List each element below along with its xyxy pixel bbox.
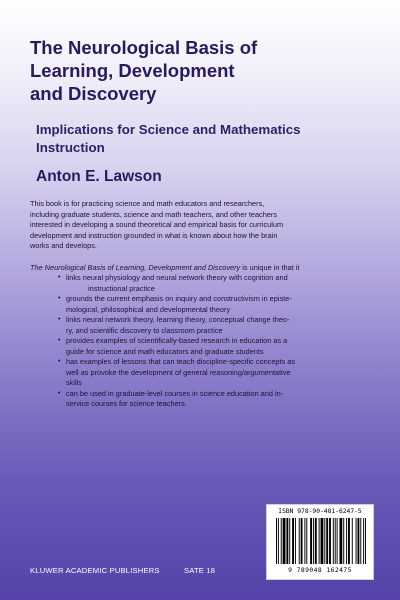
feature-line: mological, philosophical and developmental theory [66, 304, 231, 314]
feature-line: has examples of lessons that can teach discipline-specific concepts as [66, 357, 296, 366]
features-intro [30, 263, 376, 274]
barcode-bar [337, 518, 338, 564]
barcode-bar [286, 518, 288, 564]
barcode-bar [326, 518, 328, 564]
bullet-icon: • [58, 337, 61, 344]
description-paragraph [30, 199, 376, 252]
barcode-bar [365, 518, 366, 564]
description-line: works and develops. [30, 241, 97, 250]
feature-line: service courses for science teachers. [66, 399, 187, 408]
feature-line: ry, and scientific discovery to classroom practice [66, 325, 223, 335]
bullet-icon: • [58, 316, 61, 323]
feature-line: grounds the current emphasis on inquiry and constructivism in episte- [66, 294, 292, 303]
publisher-name: KLUWER ACADEMIC PUBLISHERS [30, 566, 160, 575]
title-line: Learning, Development [30, 60, 235, 81]
feature-line: guide for science and math educators and graduate students [66, 346, 264, 356]
barcode-bar [363, 518, 364, 564]
subtitle-line: Instruction [36, 140, 105, 155]
barcode-bar [324, 518, 325, 564]
feature-item [60, 294, 372, 315]
feature-item [60, 273, 372, 294]
series-label: SATE 18 [184, 566, 216, 575]
barcode-bar [329, 518, 331, 564]
feature-line: instructional practice [88, 283, 155, 293]
description-line: This book is for practicing science and math educators and researchers, [30, 199, 265, 208]
feature-line: provides examples of scientifically-based research in education as a [66, 336, 288, 345]
barcode-number: 9 789048 162475 [288, 566, 352, 574]
barcode-bar [356, 518, 357, 564]
feature-line: can be used in graduate-level courses in science education and in- [66, 388, 284, 398]
intro-book-title: The Neurological Basis of Learning, Development and Discovery [30, 263, 241, 272]
barcode-bar [360, 518, 361, 564]
barcode-bar [339, 518, 342, 564]
feature-item [60, 357, 372, 389]
description-line: including graduate students, science and math teachers, and other teachers [30, 209, 277, 219]
barcode-bar [295, 518, 296, 564]
bullet-icon: • [58, 358, 61, 365]
barcode-bar [304, 518, 305, 564]
barcode [266, 504, 374, 580]
barcode-bar [343, 518, 344, 564]
barcode-bar [276, 518, 277, 564]
feature-item [60, 389, 372, 410]
barcode-bar [357, 518, 359, 564]
intro-text: is unique in that it [240, 263, 300, 272]
barcode-bar [346, 518, 347, 564]
feature-line: well as provoke the development of general reasoning/argumentative [66, 367, 291, 377]
bullet-icon: • [58, 274, 61, 281]
description-line: development and instruction grounded in what is known about how the brain [30, 230, 278, 240]
book-author: Anton E. Lawson [36, 168, 162, 185]
feature-item [60, 315, 372, 336]
book-title [30, 36, 375, 105]
feature-line: skills [66, 378, 82, 387]
barcode-bars [276, 518, 366, 564]
book-subtitle [36, 121, 366, 157]
bullet-icon: • [58, 295, 61, 302]
barcode-bar [278, 518, 279, 564]
barcode-bar [313, 518, 314, 564]
isbn-label: ISBN 978-90-481-6247-5 [278, 508, 362, 515]
feature-item [60, 336, 372, 357]
barcode-bar [333, 518, 334, 564]
barcode-bar [352, 518, 353, 564]
barcode-bar [283, 518, 286, 564]
barcode-bar [321, 518, 324, 564]
barcode-bar [292, 518, 294, 564]
barcode-bar [299, 518, 300, 564]
feature-line: links neural network theory, learning theory, conceptual change theo- [66, 315, 290, 324]
barcode-bar [310, 518, 312, 564]
barcode-bar [281, 518, 282, 564]
barcode-bar [289, 518, 290, 564]
feature-line: links neural physiology and neural network theory with cognition and [66, 273, 288, 282]
barcode-bar [348, 518, 350, 564]
barcode-bar [335, 518, 336, 564]
description-line: interested in developing a sound theoretical and empirical basis for curriculum [30, 220, 284, 229]
bullet-icon: • [58, 389, 61, 397]
title-line: The Neurological Basis of [30, 37, 258, 58]
barcode-bar [306, 518, 307, 564]
title-line: and Discovery [30, 83, 157, 104]
barcode-bar [319, 518, 320, 564]
barcode-bar [301, 518, 303, 564]
feature-list [60, 273, 372, 410]
barcode-bar [315, 518, 317, 564]
subtitle-line: Implications for Science and Mathematics [36, 122, 301, 137]
